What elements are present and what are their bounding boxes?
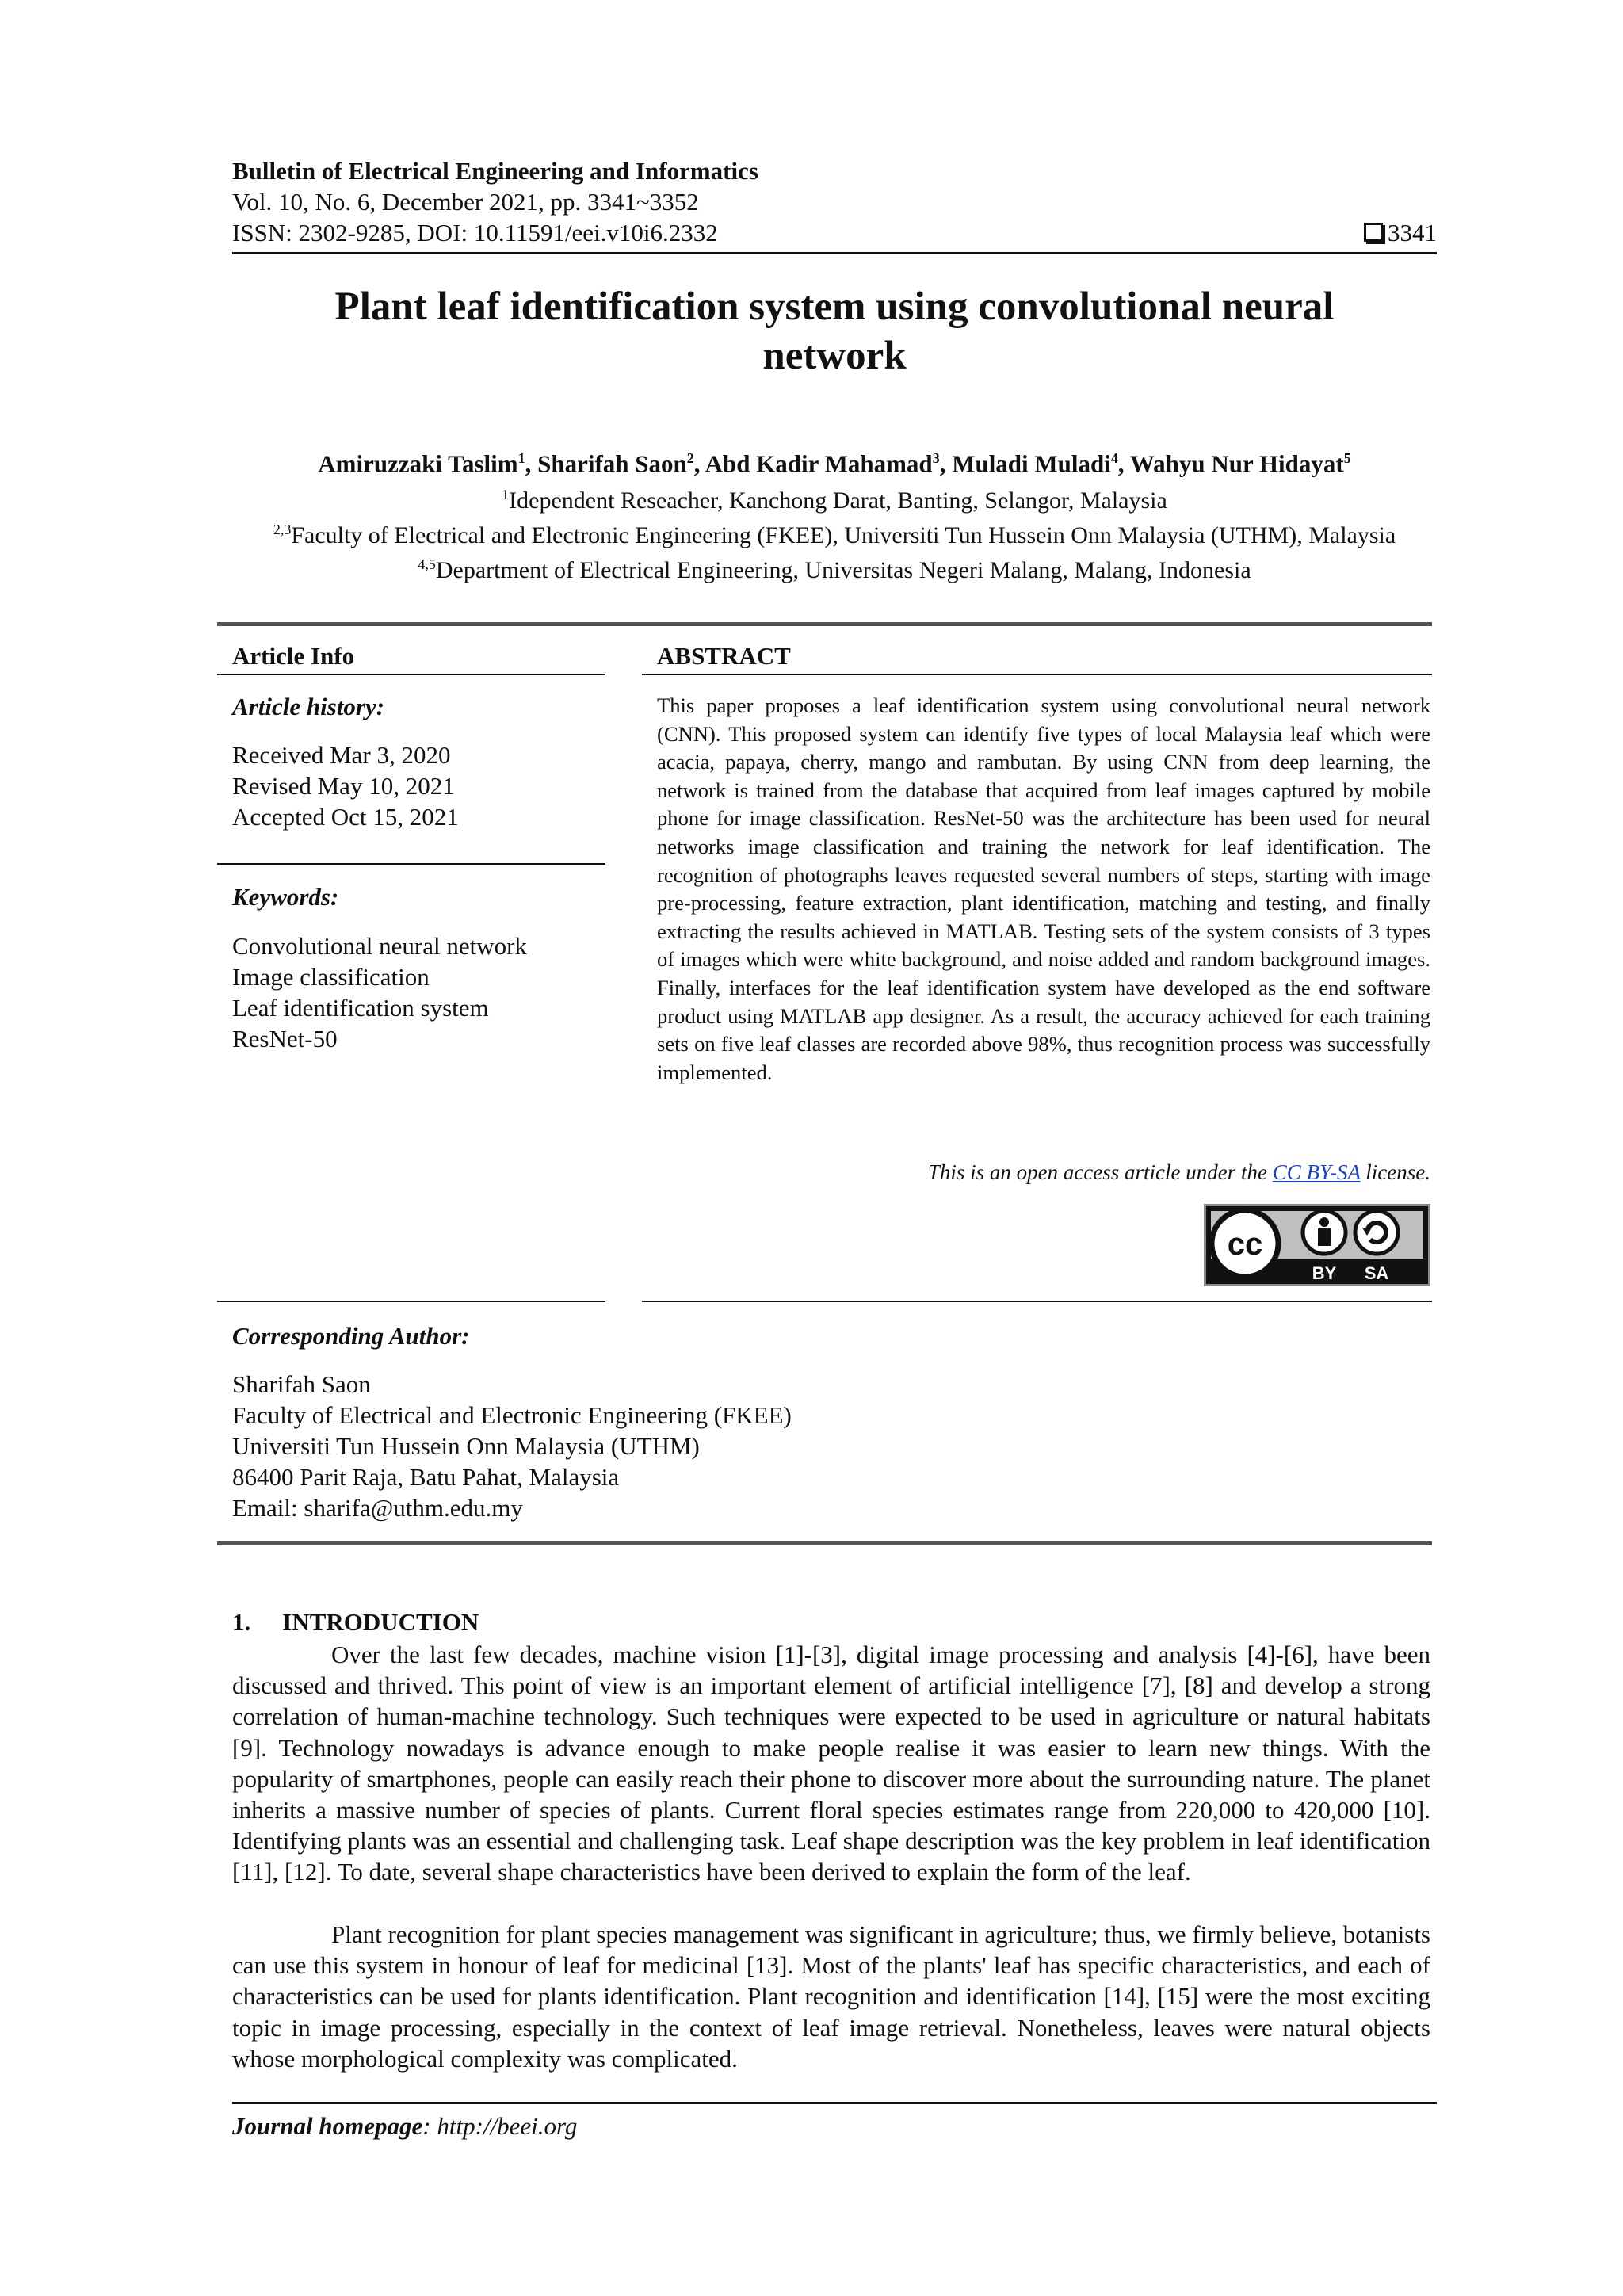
intro-paragraph-1: Over the last few decades, machine vision [1]-[3], digital image processing and analysis [4]-[6], have been discussed and thrived. This point of view is an important element of artificial intelligence [7], [8] and develop a strong correlation of human-machine technology. Such techniques were expected to be used in agriculture or natural habitats [9]. Technology nowadays is advance enough to make people realise it was easier to learn new things. With the popularity of smartphones, people can easily reach their phone to discover more about the surrounding nature. The planet inherits a massive number of species of plants. Current floral species estimates range from 220,000 to 420,000 [10]. Identifying plants was an essential and challenging task. Leaf shape description was the key problem in leaf identification [11], [12]. To date, several shape characteristics have been derived to explain the form of the leaf. (232, 1641, 1430, 1886)
page-number (1364, 217, 1437, 248)
section-number: 1. (232, 1608, 251, 1636)
affiliation-list (232, 480, 1437, 585)
journal-issn: ISSN: 2302-9285, DOI: 10.11591/eei.v10i6.2332 (232, 219, 718, 246)
keywords-list (232, 930, 527, 1054)
cc-logo-icon (1204, 1204, 1430, 1286)
badge-by-label: BY (1312, 1263, 1337, 1283)
license-suffix: license. (1360, 1160, 1430, 1184)
author-list: Amiruzzaki Taslim$^1$, Sharifah Saon$^2$, Abd Kadir Mahamad$^3$, Muladi Muladi$^4$, Wahyu Nur Hidayat$^5$ (318, 449, 1351, 478)
corresponding-line: 86400 Parit Raja, Batu Pahat, Malaysia (232, 1463, 620, 1491)
author-affiliation-mark: 4 (1110, 450, 1118, 466)
square-icon (1364, 223, 1383, 242)
affiliation-line: $^1$Idependent Reseacher, Kanchong Darat, Banting, Selangor, Malaysia (502, 487, 1167, 514)
author-affiliation-mark: 3 (932, 450, 940, 466)
abstract-heading: ABSTRACT (657, 642, 791, 670)
author-name: Amiruzzaki Taslim (318, 449, 518, 478)
author-block (232, 441, 1437, 585)
abstract-rule (642, 674, 1432, 675)
paper-title (232, 282, 1437, 380)
intro-paragraph-2: Plant recognition for plant species management was significant in agriculture; thus, we firmly believe, botanists can use this system in honour of leaf for medicinal [13]. Most of the plants' leaf has specific characteristics, and each of characteristics can be used for plants identification. Plant recognition and identification [14], [15] were the most exciting topic in image processing, especially in the context of leaf image retrieval. Nonetheless, leaves were natural objects whose morphological complexity was complicated. (232, 1920, 1430, 2073)
homepage-url[interactable]: http://beei.org (437, 2112, 578, 2140)
corresponding-line: Sharifah Saon (232, 1370, 371, 1398)
cc-by-sa-badge[interactable] (1204, 1204, 1430, 1286)
svg-text:cc: cc (1227, 1227, 1263, 1262)
info-bottom-rule-left (217, 1301, 605, 1302)
license-link[interactable]: CC BY-SA (1272, 1160, 1361, 1184)
accepted-date: Accepted Oct 15, 2021 (232, 803, 459, 831)
author-name: Abd Kadir Mahamad (705, 449, 933, 478)
author-affiliation-mark: 1 (517, 450, 525, 466)
corresponding-line: Email: sharifa@uthm.edu.my (232, 1494, 523, 1522)
page-number-text: 3341 (1388, 219, 1437, 246)
journal-name: Bulletin of Electrical Engineering and Informatics (232, 157, 758, 185)
author-affiliation-mark: 2 (686, 450, 694, 466)
info-bottom-rule-right (642, 1301, 1432, 1302)
article-info-rule (217, 674, 605, 675)
corresponding-line: Universiti Tun Hussein Onn Malaysia (UTHM) (232, 1432, 700, 1460)
corresponding-heading: Corresponding Author: (232, 1322, 470, 1350)
title-line-1: Plant leaf identification system using convolutional neural (334, 285, 1335, 329)
info-top-rule (217, 622, 1432, 626)
keyword-item: Convolutional neural network (232, 932, 527, 960)
homepage-label: Journal homepage (232, 2112, 423, 2140)
journal-homepage: Journal homepage: http://beei.org (232, 2112, 578, 2140)
footer-rule (232, 2102, 1437, 2104)
revised-date: Revised May 10, 2021 (232, 772, 455, 800)
affiliation-line: $^{4,5}$Department of Electrical Engineering, Universitas Negeri Malang, Malang, Indonesia (418, 556, 1251, 584)
section-title: INTRODUCTION (282, 1608, 479, 1636)
abstract-text: This paper proposes a leaf identification system using convolutional neural network (CNN). This proposed system can identify five types of local Malaysia leaf which were acacia, papaya, cherry, mango and rambutan. By using CNN from deep learning, the network is trained from the database that acquired from leaf images captured by mobile phone for image classification. ResNet-50 was the architecture has been used for neural networks image classification and training the network for leaf identification. The recognition of photographs leaves requested several numbers of steps, starting with image pre-processing, feature extraction, plant identification, matching and testing, and finally extracting the results achieved in MATLAB. Testing sets of the system consists of 3 types of images which were white background, and noise added and random background images. Finally, interfaces for the leaf identification system have developed as the end software product using MATLAB app designer. As a result, the accuracy achieved for each training sets on five leaf classes are recorded above 98%, thus recognition process was successfully implemented. (657, 693, 1430, 1084)
keyword-item: Leaf identification system (232, 994, 489, 1022)
license-note (657, 1160, 1430, 1185)
author-name: Wahyu Nur Hidayat (1129, 449, 1344, 478)
author-name: Sharifah Saon (537, 449, 687, 478)
badge-sa-label: SA (1364, 1263, 1389, 1283)
info-end-rule (217, 1541, 1432, 1545)
article-info-heading: Article Info (232, 642, 355, 670)
keywords-heading: Keywords: (232, 883, 339, 911)
history-rule (217, 863, 605, 865)
section-heading (232, 1608, 479, 1637)
journal-header (232, 155, 1437, 248)
history-heading: Article history: (232, 693, 385, 720)
author-affiliation-mark: 5 (1343, 450, 1351, 466)
author-name: Muladi Muladi (952, 449, 1111, 478)
affiliation-line: $^{2,3}$Faculty of Electrical and Electronic Engineering (FKEE), Universiti Tun Hussein Onn Malaysia (UTHM), Malaysia (273, 521, 1396, 549)
received-date: Received Mar 3, 2020 (232, 741, 451, 769)
corresponding-details (232, 1369, 792, 1523)
license-prefix: This is an open access article under the (927, 1160, 1273, 1184)
journal-volume: Vol. 10, No. 6, December 2021, pp. 3341~3352 (232, 188, 699, 216)
corresponding-line: Faculty of Electrical and Electronic Engineering (FKEE) (232, 1401, 792, 1429)
keyword-item: ResNet-50 (232, 1025, 338, 1052)
title-line-2: network (762, 334, 907, 378)
header-rule (232, 252, 1437, 254)
keyword-item: Image classification (232, 963, 430, 991)
article-history (232, 739, 459, 832)
